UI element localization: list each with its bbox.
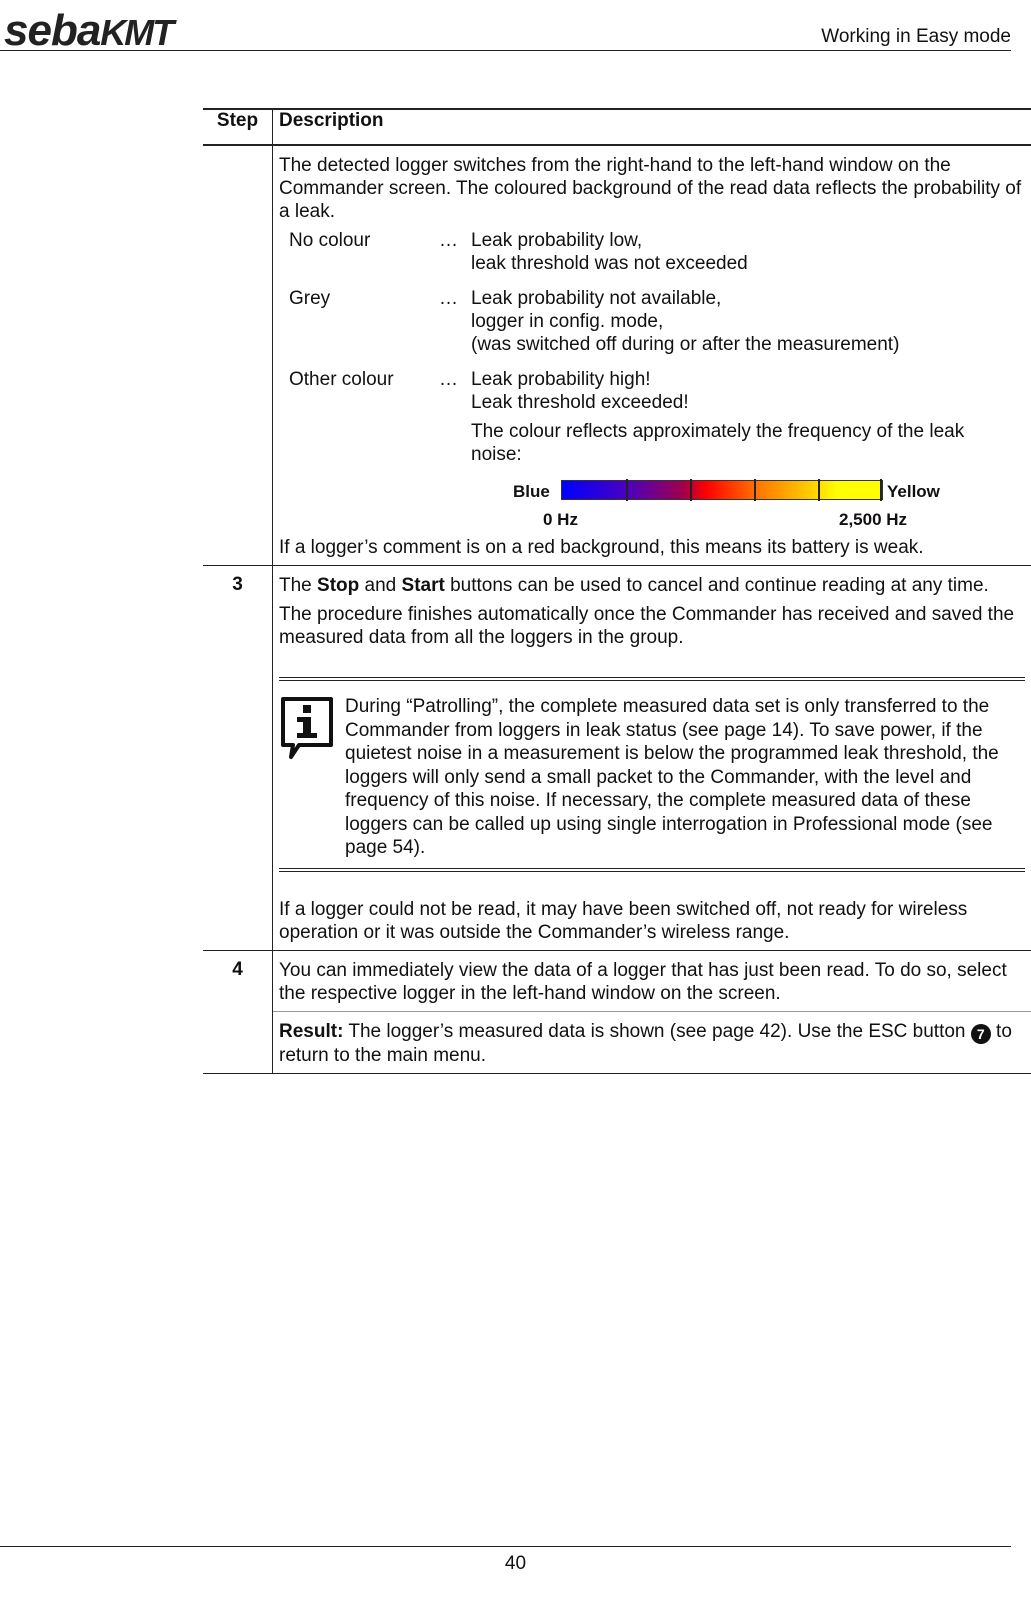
step-description [273,145,1031,566]
start-label: Start [401,575,445,596]
legend-line: leak threshold was not exceeded [471,253,748,274]
text-run: to return to the main menu. [279,1020,1012,1066]
legend-line: logger in config. mode, [471,311,664,332]
footer-divider [0,1546,1011,1547]
page-number: 40 [504,1553,527,1574]
step3-paragraph-3: If a logger could not be read, it may have been switched off, not ready for wireless operation or it was outside the Commander’s wireless range. [279,898,968,943]
legend-term: Other colour [289,369,394,390]
table-row [203,145,1031,566]
result-label: Result: [279,1020,344,1042]
legend-line: Leak threshold exceeded! [471,392,689,413]
text-run: and [359,575,402,596]
text-run: buttons can be used to cancel and continue reading at any time. [444,575,989,596]
section-title: Working in Easy mode [821,26,1011,47]
intro-text: The detected logger switches from the right-hand to the left-hand window on the Commander screen. The coloured background of the read data reflects the probability of a leak. [279,155,1022,222]
legend-definition [471,287,1025,356]
step3-paragraph-1 [279,574,1025,597]
step-number: 3 [203,566,273,951]
logo-part1: seba [4,6,101,55]
legend-term: No colour [289,230,371,251]
frequency-color-scale [279,478,1025,532]
legend-definition [471,229,1025,275]
info-note [279,677,1025,872]
legend-separator: … [439,230,458,251]
scale-tick [818,479,820,501]
text-run: The [279,575,318,596]
scale-max-label: 2,500 Hz [839,510,908,529]
legend-line: (was switched off during or after the measurement) [471,334,900,355]
legend-extra-text: The colour reflects approximately the frequency of the leak noise: [471,421,965,465]
color-gradient-bar [561,480,883,500]
scale-tick [690,479,692,501]
scale-min-label: 0 Hz [543,510,578,529]
legend-separator: … [439,369,458,390]
scale-tick [754,479,756,501]
header-divider [0,50,1011,51]
outro-text: If a logger’s comment is on a red background, this means its battery is weak. [279,537,924,558]
table-row [203,1011,1031,1073]
step-number [203,145,273,566]
result-description [273,1011,1031,1073]
scale-left-label: Blue [513,482,550,501]
legend-term: Grey [289,288,331,309]
esc-button-badge: 7 [971,1024,991,1044]
legend-separator: … [439,288,458,309]
column-header-step: Step [203,109,273,145]
info-icon [279,695,345,860]
step3-paragraph-2: The procedure finishes automatically once the Commander has received and saved the measured data from all the loggers in the group. [279,604,1015,648]
step-description: You can immediately view the data of a logger that has just been read. To do so, select the respective logger in the left-hand window on the screen. [273,950,1031,1011]
stop-label: Stop [317,575,360,596]
leak-color-legend [289,229,1025,478]
legend-line: Leak probability high! [471,369,651,390]
steps-table [203,108,1031,1074]
step-description [273,566,1031,951]
table-header-row [203,109,1031,145]
seba-kmt-logo [4,6,172,56]
legend-line: Leak probability low, [471,230,643,251]
legend-definition [471,368,1025,466]
scale-tick [626,479,628,501]
table-row [203,566,1031,951]
text-run: The logger’s measured data is shown (see page 42). Use the ESC button [343,1020,971,1042]
note-text: During “Patrolling”, the complete measured data set is only transferred to the Commander from loggers in leak status (see page 14). To save power, if the quietest noise in a measurement is below the programmed leak threshold, the loggers will only send a small packet to the Commander, with the level and frequency of this noise. If necessary, the complete measured data of these loggers can be called up using single interrogation in Professional mode (see page 54). [345,696,999,858]
logo-part2: KMT [100,12,173,53]
step-number: 4 [203,950,273,1073]
scale-tick [880,479,882,501]
legend-line: Leak probability not available, [471,288,722,309]
table-row [203,950,1031,1011]
column-header-description: Description [273,109,1031,145]
scale-right-label: Yellow [887,482,940,501]
